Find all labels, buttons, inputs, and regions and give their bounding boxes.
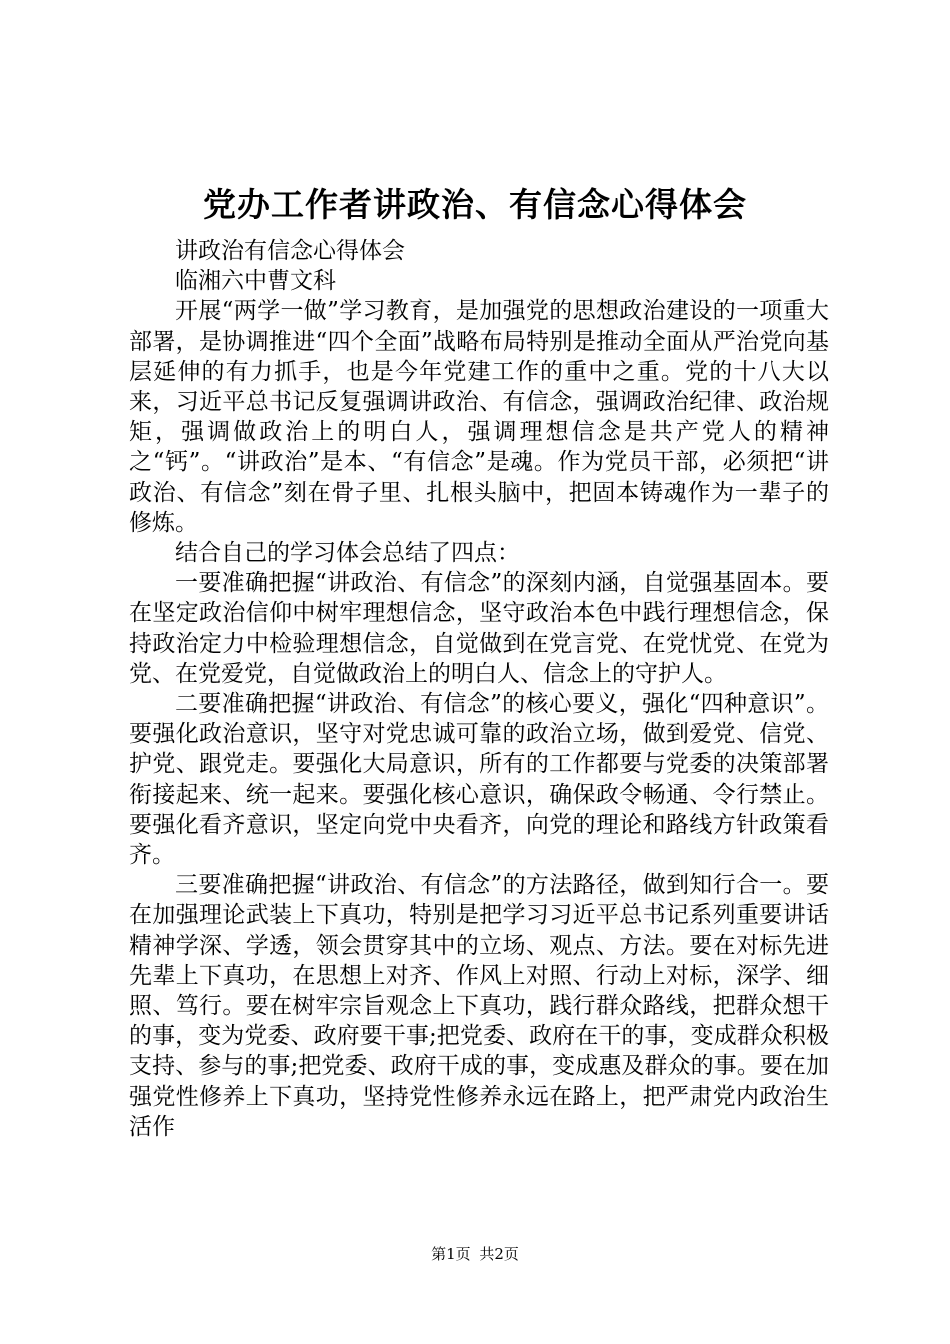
paragraph-summary: 结合自己的学习体会总结了四点： [175, 540, 520, 567]
document-title: 党办工作者讲政治、有信念心得体会 [203, 185, 747, 224]
subtitle-line: 讲政治有信念心得体会 [175, 238, 405, 264]
document-body [129, 236, 829, 1142]
page-number: 第1页 [431, 1245, 471, 1263]
paragraph-point-2: 二要准确把握“讲政治、有信念”的核心要义，强化“四种意识”。要强化政治意识，坚守对党忠诚可靠的政治立场，做到爱党、信党、护党、跟党走。要强化大局意识，所有的工作都要与党委的决策部署衔接起来、统一起来。要强化核心意识，确保政令畅通、令行禁止。要强化看齐意识，坚定向党中央看齐，向党的理论和路线方针政策看齐。 [129, 691, 829, 869]
page-total: 共2页 [479, 1245, 519, 1263]
paragraph-point-3: 三要准确把握“讲政治、有信念”的方法路径，做到知行合一。要在加强理论武装上下真功，特别是把学习习近平总书记系列重要讲话精神学深、学透，领会贯穿其中的立场、观点、方法。要在对标先进先辈上下真功，在思想上对齐、作风上对照、行动上对标，深学、细照、笃行。要在树牢宗旨观念上下真功，践行群众路线，把群众想干的事，变为党委、政府要干事;把党委、政府在干的事，变成群众积极支持、参与的事;把党委、政府干成的事，变成惠及群众的事。要在加强党性修养上下真功，坚持党性修养永远在路上，把严肃党内政治生活作 [129, 872, 829, 1140]
page-footer [0, 1244, 950, 1264]
author-line: 临湘六中曹文科 [175, 268, 336, 295]
paragraph-point-1: 一要准确把握“讲政治、有信念”的深刻内涵，自觉强基固本。要在坚定政治信仰中树牢理想信念，坚守政治本色中践行理想信念，保持政治定力中检验理想信念，自觉做到在党言党、在党忧党、在党为党、在党爱党，自觉做政治上的明白人、信念上的守护人。 [129, 570, 829, 687]
paragraph-intro: 开展“两学一做”学习教育，是加强党的思想政治建设的一项重大部署，是协调推进“四个全面”战略布局特别是推动全面从严治党向基层延伸的有力抓手，也是今年党建工作的重中之重。党的十八大以来，习近平总书记反复强调讲政治、有信念，强调政治纪律、政治规矩，强调做政治上的明白人，强调理想信念是共产党人的精神之“钙”。“讲政治”是本、“有信念”是魂。作为党员干部，必须把“讲政治、有信念”刻在骨子里、扎根头脑中，把固本铸魂作为一辈子的修炼。 [129, 298, 829, 536]
